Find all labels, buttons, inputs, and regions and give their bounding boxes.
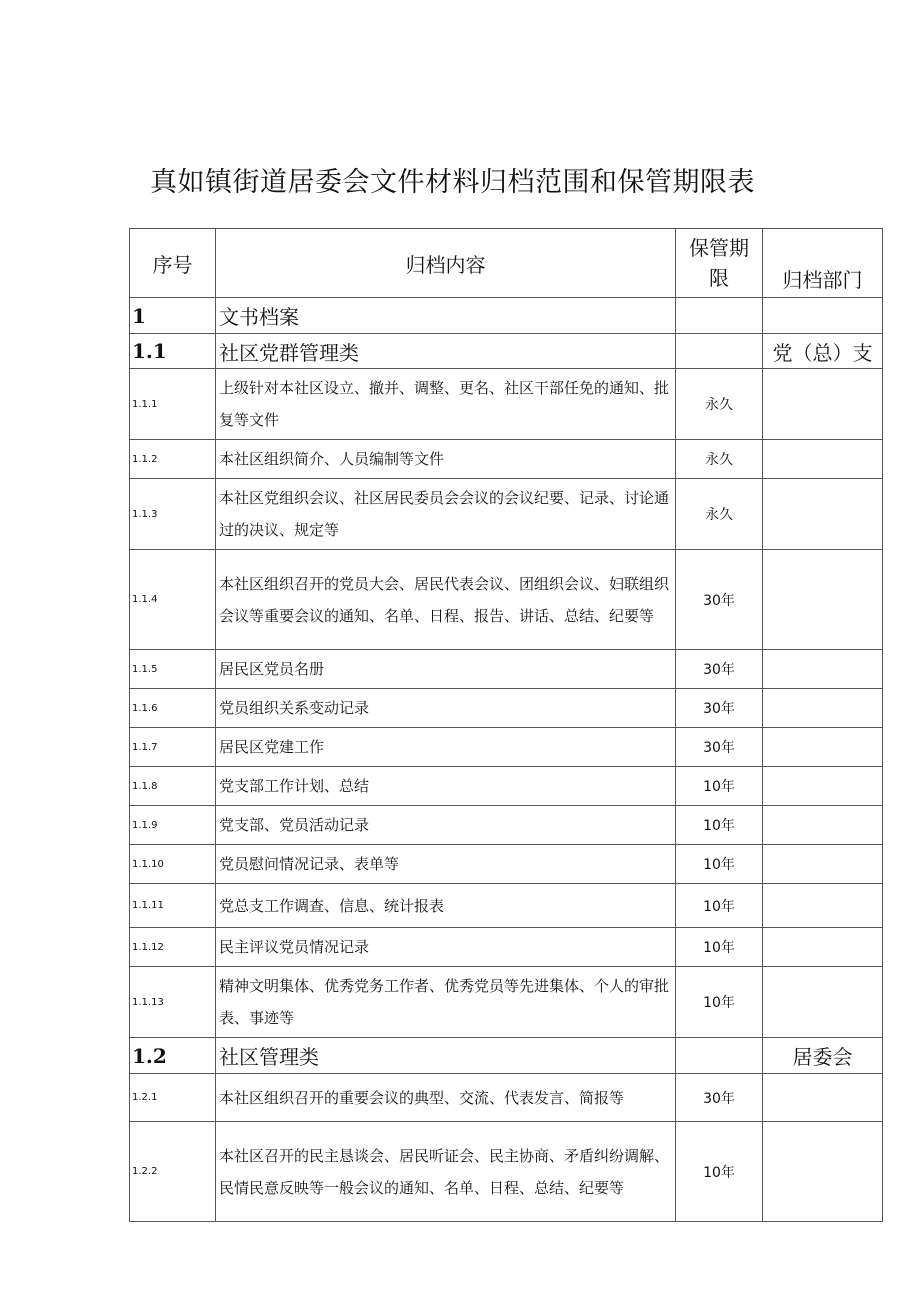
row-content: 党员组织关系变动记录 [216, 689, 676, 728]
row-period: 30年 [676, 728, 763, 767]
row-dept [763, 728, 883, 767]
row-dept [763, 767, 883, 806]
row-content: 民主评议党员情况记录 [216, 928, 676, 967]
table-row [130, 806, 883, 845]
header-content: 归档内容 [216, 229, 676, 298]
row-content: 社区管理类 [216, 1038, 676, 1074]
row-dept: 居委会 [763, 1038, 883, 1074]
row-dept [763, 1122, 883, 1222]
row-number: 1.1.2 [130, 440, 216, 479]
row-period: 10年 [676, 1122, 763, 1222]
row-content: 上级针对本社区设立、撤并、调整、更名、社区干部任免的通知、批复等文件 [216, 369, 676, 440]
row-period: 30年 [676, 550, 763, 650]
page-title: 真如镇街道居委会文件材料归档范围和保管期限表 [150, 167, 755, 198]
row-period: 10年 [676, 967, 763, 1038]
table-row [130, 1122, 883, 1222]
row-number: 1.1.9 [130, 806, 216, 845]
row-number: 1.1.3 [130, 479, 216, 550]
table-row [130, 767, 883, 806]
row-dept [763, 298, 883, 334]
table-row [130, 845, 883, 884]
row-dept [763, 440, 883, 479]
table-row [130, 650, 883, 689]
row-period [676, 298, 763, 334]
table-header-row [130, 229, 883, 298]
row-dept [763, 806, 883, 845]
row-period: 10年 [676, 767, 763, 806]
row-number: 1.1.11 [130, 884, 216, 928]
row-content: 本社区召开的民主恳谈会、居民听证会、民主协商、矛盾纠纷调解、民情民意反映等一般会议的通知、名单、日程、总结、纪要等 [216, 1122, 676, 1222]
row-dept [763, 1074, 883, 1122]
section-row [130, 298, 883, 334]
row-content: 本社区党组织会议、社区居民委员会会议的会议纪要、记录、讨论通过的决议、规定等 [216, 479, 676, 550]
row-number: 1.1.5 [130, 650, 216, 689]
header-dept: 归档部门 [763, 229, 883, 298]
row-dept [763, 689, 883, 728]
table-row [130, 884, 883, 928]
row-content: 本社区组织召开的重要会议的典型、交流、代表发言、简报等 [216, 1074, 676, 1122]
row-content: 党支部、党员活动记录 [216, 806, 676, 845]
row-content: 社区党群管理类 [216, 334, 676, 369]
row-period [676, 334, 763, 369]
row-period: 30年 [676, 1074, 763, 1122]
section-row [130, 334, 883, 369]
section-row [130, 1038, 883, 1074]
row-period: 永久 [676, 479, 763, 550]
row-period: 永久 [676, 369, 763, 440]
row-number: 1.1.4 [130, 550, 216, 650]
header-period: 保管期限 [676, 229, 763, 298]
table-row [130, 369, 883, 440]
table-row [130, 1074, 883, 1122]
row-period: 10年 [676, 806, 763, 845]
row-number: 1.1.6 [130, 689, 216, 728]
row-number: 1.1.12 [130, 928, 216, 967]
table-row [130, 967, 883, 1038]
row-content: 本社区组织召开的党员大会、居民代表会议、团组织会议、妇联组织会议等重要会议的通知、名单、日程、报告、讲话、总结、纪要等 [216, 550, 676, 650]
row-number: 1.2 [130, 1038, 216, 1074]
row-dept [763, 650, 883, 689]
table-row [130, 440, 883, 479]
row-dept [763, 967, 883, 1038]
row-period [676, 1038, 763, 1074]
row-dept [763, 884, 883, 928]
row-content: 本社区组织简介、人员编制等文件 [216, 440, 676, 479]
row-content: 居民区党建工作 [216, 728, 676, 767]
archive-table [129, 228, 883, 1222]
row-content: 党支部工作计划、总结 [216, 767, 676, 806]
row-number: 1.1.10 [130, 845, 216, 884]
table-row [130, 928, 883, 967]
row-period: 10年 [676, 884, 763, 928]
row-dept: 党（总）支 [763, 334, 883, 369]
row-period: 10年 [676, 845, 763, 884]
row-period: 30年 [676, 689, 763, 728]
row-number: 1.1.13 [130, 967, 216, 1038]
row-content: 文书档案 [216, 298, 676, 334]
table-row [130, 728, 883, 767]
row-dept [763, 369, 883, 440]
row-number: 1.1.8 [130, 767, 216, 806]
row-period: 永久 [676, 440, 763, 479]
row-number: 1.2.2 [130, 1122, 216, 1222]
row-number: 1.1.1 [130, 369, 216, 440]
row-number: 1.2.1 [130, 1074, 216, 1122]
header-no: 序号 [130, 229, 216, 298]
row-dept [763, 550, 883, 650]
row-dept [763, 928, 883, 967]
row-period: 10年 [676, 928, 763, 967]
table-row [130, 479, 883, 550]
row-number: 1.1.7 [130, 728, 216, 767]
table-row [130, 689, 883, 728]
row-content: 党总支工作调查、信息、统计报表 [216, 884, 676, 928]
row-content: 党员慰问情况记录、表单等 [216, 845, 676, 884]
row-number: 1.1 [130, 334, 216, 369]
row-dept [763, 845, 883, 884]
row-period: 30年 [676, 650, 763, 689]
row-dept [763, 479, 883, 550]
row-content: 精神文明集体、优秀党务工作者、优秀党员等先进集体、个人的审批表、事迹等 [216, 967, 676, 1038]
row-content: 居民区党员名册 [216, 650, 676, 689]
row-number: 1 [130, 298, 216, 334]
table-row [130, 550, 883, 650]
